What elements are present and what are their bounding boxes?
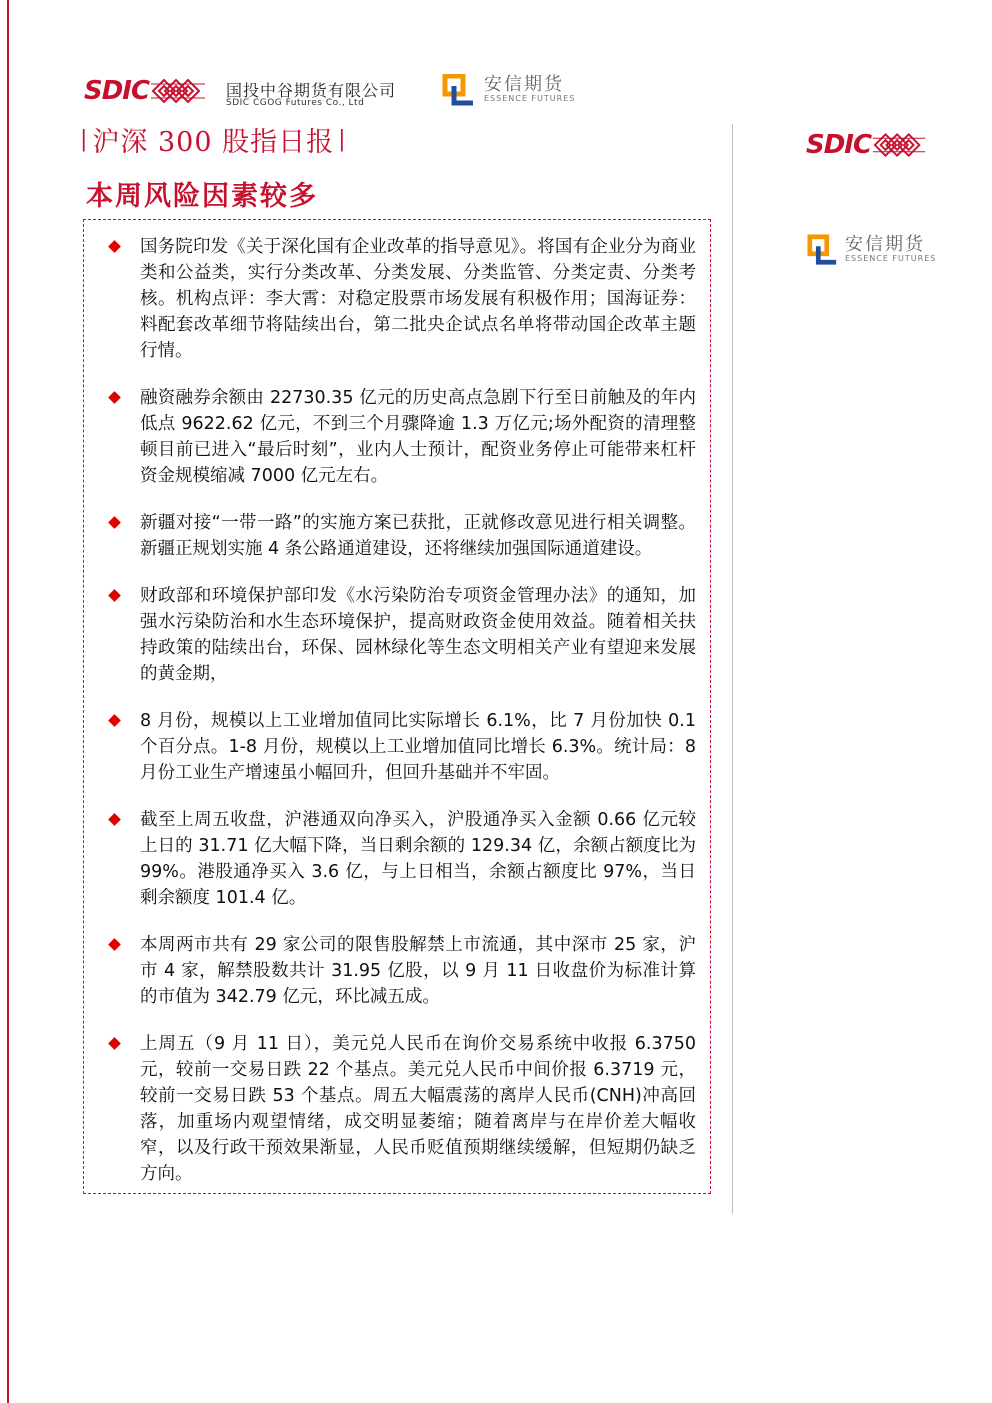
bullet-text: 融资融券余额由 22730.35 亿元的历史高点急剧下行至日前触及的年内低点 9622.62 亿元，不到三个月骤降逾 1.3 万亿元;场外配资的清理整顿目前已进入“最后时刻”，业内人士预计，配资业务停止可能带来杠杆资金规模缩减 7000 亿元左右。 — [140, 388, 696, 486]
news-bullet-item — [106, 708, 696, 786]
sdic-logo-text: SDIC — [84, 76, 150, 106]
essence-logo-text — [484, 76, 575, 104]
sidebar-essence-name-en: ESSENCE FUTURES — [845, 254, 937, 263]
sdic-logo — [84, 76, 209, 106]
red-diamond-icon — [108, 391, 121, 404]
company-name-en: SDIC CGOG Futures Co., Ltd — [226, 98, 365, 108]
bullet-text: 国务院印发《关于深化国有企业改革的指导意见》。将国有企业分为商业类和公益类，实行分类改革、分类发展、分类监管、分类定责、分类考核。机构点评：李大霄：对稳定股票市场发展有积极作用；国海证券：料配套改革细节将陆续出台，第二批央企试点名单将带动国企改革主题行情。 — [140, 237, 696, 361]
title-bar-left: | — [80, 126, 89, 152]
bullet-text: 本周两市共有 29 家公司的限售股解禁上市流通，其中深市 25 家，沪市 4 家，解禁股数共计 31.95 亿股，以 9 月 11 日收盘价为标准计算的市值为 342.79 亿元，环比减五成。 — [140, 935, 696, 1007]
bullet-text: 上周五（9 月 11 日），美元兑人民币在询价交易系统中收报 6.3750 元，较前一交易日跌 22 个基点。美元兑人民币中间价报 6.3719 元，较前一交易日跌 53 个基点。周五大幅震荡的离岸人民币(CNH)冲高回落，加重场内观望情绪，成交明显萎缩；随着离岸与在岸价差大幅收窄，以及行政干预效果渐显，人民币贬值预期继续缓解，但短期仍缺乏方向。 — [140, 1034, 697, 1184]
sidebar-essence-logo — [807, 234, 936, 266]
page-left-border — [7, 0, 9, 1403]
essence-name-en: ESSENCE FUTURES — [484, 94, 576, 103]
sdic-lattice-icon — [871, 130, 929, 160]
red-diamond-icon — [108, 589, 121, 602]
news-bullet-item — [106, 234, 696, 364]
essence-bracket-icon — [807, 234, 839, 266]
bullet-text: 截至上周五收盘，沪港通双向净买入，沪股通净买入金额 0.66 亿元较上日的 31.71 亿大幅下降，当日剩余额的 129.34 亿，余额占额度比为 99%。港股通净买入 3.6 亿，与上日相当，余额占额度比 97%，当日剩余额度 101.4 亿。 — [140, 810, 696, 908]
news-bullet-item — [106, 807, 696, 911]
red-diamond-icon — [108, 240, 121, 253]
news-bullet-item — [106, 385, 696, 489]
news-bullet-box — [83, 219, 711, 1194]
bullet-text: 新疆对接“一带一路”的实施方案已获批，正就修改意见进行相关调整。新疆正规划实施 4 条公路通道建设，还将继续加强国际通道建设。 — [140, 513, 696, 559]
red-diamond-icon — [108, 714, 121, 727]
bullet-text: 8 月份，规模以上工业增加值同比实际增长 6.1%，比 7 月份加快 0.1 个百分点。1-8 月份，规模以上工业增加值同比增长 6.3%。统计局：8 月份工业生产增速虽小幅回升，但回升基础并不牢固。 — [140, 711, 696, 783]
sdic-lattice-icon — [149, 76, 209, 106]
red-diamond-icon — [108, 938, 121, 951]
title-bar-right: | — [338, 126, 347, 152]
red-diamond-icon — [108, 813, 121, 826]
sidebar-essence-name-cn: 安信期货 — [845, 234, 925, 255]
red-diamond-icon — [108, 1037, 121, 1050]
company-name-cn: 国投中谷期货有限公司 — [226, 81, 397, 100]
bullet-text: 财政部和环境保护部印发《水污染防治专项资金管理办法》的通知，加强水污染防治和水生态环境保护，提高财政资金使用效益。随着相关扶持政策的陆续出台，环保、园林绿化等生态文明相关产业有望迎来发展的黄金期， — [140, 586, 696, 684]
news-bullet-item — [106, 583, 696, 687]
report-headline: 本周风险因素较多 — [86, 181, 318, 212]
report-title — [76, 122, 351, 156]
news-bullet-item — [106, 932, 696, 1010]
report-title-text: 沪深 300 股指日报 — [92, 126, 335, 158]
sidebar-essence-logo-text — [845, 236, 936, 264]
red-diamond-icon — [108, 516, 121, 529]
sidebar-divider — [732, 124, 733, 1214]
essence-name-cn: 安信期货 — [484, 74, 564, 95]
news-bullet-list — [106, 234, 696, 1208]
news-bullet-item — [106, 510, 696, 562]
sidebar-sdic-logo — [806, 130, 929, 160]
news-bullet-item — [106, 1031, 696, 1187]
sidebar-sdic-logo-text: SDIC — [806, 130, 872, 160]
essence-logo — [442, 74, 575, 106]
essence-bracket-icon — [442, 74, 476, 106]
